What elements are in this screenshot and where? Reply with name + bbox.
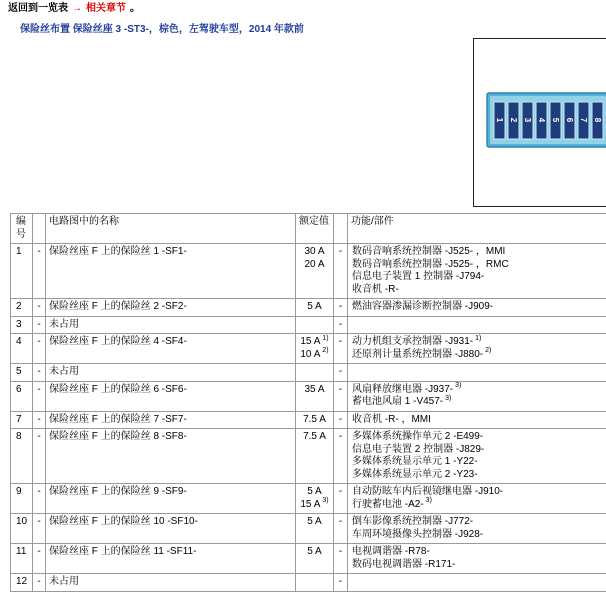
separator: - bbox=[33, 429, 46, 484]
component-line bbox=[352, 336, 604, 349]
fuse-slot-number: 3 bbox=[523, 117, 532, 123]
table-row bbox=[11, 364, 606, 382]
component-line-text: 行驶蓄电池 -A2- bbox=[352, 498, 424, 510]
separator: - bbox=[334, 429, 348, 484]
component-line-text: 信息电子装置 2 控制器 -J829- bbox=[352, 443, 485, 455]
components bbox=[348, 381, 606, 411]
separator: - bbox=[334, 244, 348, 299]
fuse-number: 8 bbox=[11, 429, 33, 484]
components bbox=[348, 316, 606, 334]
component-line bbox=[352, 444, 604, 457]
component-line bbox=[352, 349, 604, 362]
circuit-name: 保险丝座 F 上的保险丝 6 -SF6- bbox=[46, 381, 296, 411]
fuse-table-body bbox=[11, 244, 606, 592]
component-line-text: 车周环境摄像头控制器 -J928- bbox=[352, 528, 484, 540]
component-line-text: 数码音响系统控制器 -J525- ，RMC bbox=[352, 258, 509, 270]
footnote-ref: 2) bbox=[322, 347, 329, 355]
circuit-name: 保险丝座 F 上的保险丝 2 -SF2- bbox=[46, 299, 296, 317]
rating-line-text: 7.5 A bbox=[303, 431, 326, 442]
component-line-text: 多媒体系统操作单元 2 -E499- bbox=[352, 431, 484, 442]
fuse-number: 9 bbox=[11, 484, 33, 514]
circuit-name: 保险丝座 F 上的保险丝 10 -SF10- bbox=[46, 514, 296, 544]
footnote-ref: 1) bbox=[475, 334, 482, 342]
table-row bbox=[11, 334, 606, 364]
separator: - bbox=[334, 381, 348, 411]
page-title: 保险丝布置 保险丝座 3 -ST3-，棕色，左驾驶车型，2014 年款前 bbox=[20, 24, 304, 35]
rated-value bbox=[296, 244, 334, 299]
separator: - bbox=[334, 544, 348, 574]
table-row bbox=[11, 544, 606, 574]
component-line bbox=[352, 529, 604, 542]
rating-line bbox=[297, 384, 332, 397]
separator: - bbox=[33, 574, 46, 592]
separator: - bbox=[33, 334, 46, 364]
separator: - bbox=[33, 411, 46, 429]
components bbox=[348, 429, 606, 484]
rating-line bbox=[297, 431, 332, 444]
rating-line bbox=[297, 499, 332, 512]
rating-line-text: 35 A bbox=[304, 383, 325, 395]
rating-line-text: 5 A bbox=[307, 546, 322, 557]
circuit-name: 保险丝座 F 上的保险丝 1 -SF1- bbox=[46, 244, 296, 299]
component-line-text: 收音机 -R- ，MMI bbox=[352, 413, 431, 425]
rated-value bbox=[296, 364, 334, 382]
rating-line-text: 5 A bbox=[307, 516, 322, 527]
back-to-overview-link[interactable]: 返回到一览表 bbox=[8, 3, 68, 14]
nav-period: 。 bbox=[130, 3, 140, 14]
rating-line-text: 7.5 A bbox=[303, 413, 326, 425]
component-line bbox=[352, 284, 604, 297]
component-line-text: 数码音响系统控制器 -J525- ，MMI bbox=[352, 246, 506, 257]
rated-value bbox=[296, 381, 334, 411]
separator: - bbox=[334, 316, 348, 334]
fuse-number: 4 bbox=[11, 334, 33, 364]
fuse-slot-4 bbox=[536, 102, 547, 139]
fuse-number: 10 bbox=[11, 514, 33, 544]
separator: - bbox=[334, 299, 348, 317]
rating-line bbox=[297, 246, 332, 259]
components bbox=[348, 514, 606, 544]
fuse-slot-number: 1 bbox=[495, 117, 504, 123]
footnote-ref: 2) bbox=[485, 347, 492, 355]
rated-value bbox=[296, 429, 334, 484]
component-line-text: 蓄电池风扇 1 -V457- bbox=[352, 396, 444, 407]
fuse-slot-2 bbox=[508, 102, 519, 139]
fuse-slot-6 bbox=[564, 102, 575, 139]
component-line-text: 倒车影像系统控制器 -J772- bbox=[352, 516, 474, 527]
table-row bbox=[11, 514, 606, 544]
component-line-text: 收音机 -R- bbox=[352, 283, 399, 295]
table-row bbox=[11, 316, 606, 334]
component-line bbox=[352, 271, 604, 284]
fuse-slot-number: 4 bbox=[537, 117, 546, 123]
table-row bbox=[11, 299, 606, 317]
circuit-name: 保险丝座 F 上的保险丝 11 -SF11- bbox=[46, 544, 296, 574]
component-line bbox=[352, 431, 604, 444]
components bbox=[348, 411, 606, 429]
rating-line bbox=[297, 546, 332, 559]
header-blank bbox=[334, 214, 348, 244]
rating-line-text: 10 A bbox=[300, 348, 321, 360]
rating-line-text: 15 A bbox=[300, 498, 321, 510]
rating-line bbox=[297, 301, 332, 314]
fuse-block-svg bbox=[474, 39, 606, 206]
rating-line bbox=[297, 516, 332, 529]
component-line-text: 多媒体系统显示单元 1 -Y22- bbox=[352, 456, 478, 467]
fuse-slot-1 bbox=[494, 102, 505, 139]
header-circuit-name: 电路图中的名称 bbox=[46, 214, 296, 244]
related-chapters-label: 相关章节 bbox=[86, 3, 126, 14]
nav-line bbox=[8, 3, 140, 15]
separator: - bbox=[33, 484, 46, 514]
table-row bbox=[11, 484, 606, 514]
separator: - bbox=[334, 574, 348, 592]
component-line-text: 数码电视调谐器 -R171- bbox=[352, 558, 456, 570]
fuse-number: 5 bbox=[11, 364, 33, 382]
circuit-name: 保险丝座 F 上的保险丝 8 -SF8- bbox=[46, 429, 296, 484]
footnote-ref: 3) bbox=[425, 497, 432, 505]
separator: - bbox=[334, 484, 348, 514]
table-row bbox=[11, 574, 606, 592]
arrow-icon: → bbox=[72, 3, 82, 14]
separator: - bbox=[334, 364, 348, 382]
fuse-slot-7 bbox=[578, 102, 589, 139]
rating-line-text: 30 A bbox=[304, 246, 325, 257]
fuse-number: 1 bbox=[11, 244, 33, 299]
fuse-slot-number: 6 bbox=[565, 117, 574, 123]
separator: - bbox=[33, 364, 46, 382]
component-line-text: 动力机组支承控制器 -J931- bbox=[352, 336, 474, 347]
component-line bbox=[352, 486, 604, 499]
table-row bbox=[11, 244, 606, 299]
component-line bbox=[352, 469, 604, 482]
table-row bbox=[11, 429, 606, 484]
circuit-name: 保险丝座 F 上的保险丝 4 -SF4- bbox=[46, 334, 296, 364]
component-line bbox=[352, 259, 604, 272]
rated-value bbox=[296, 316, 334, 334]
rating-line-text: 15 A bbox=[300, 336, 321, 347]
fuse-slot-8 bbox=[592, 102, 603, 139]
component-line-text: 信息电子装置 1 控制器 -J794- bbox=[352, 271, 485, 282]
circuit-name: 未占用 bbox=[46, 574, 296, 592]
fuse-slot-3 bbox=[522, 102, 533, 139]
component-line-text: 电视调谐器 -R78- bbox=[352, 546, 430, 557]
rated-value bbox=[296, 484, 334, 514]
component-line bbox=[352, 499, 604, 512]
component-line-text: 多媒体系统显示单元 2 -Y23- bbox=[352, 468, 478, 480]
separator: - bbox=[334, 334, 348, 364]
fuse-number: 12 bbox=[11, 574, 33, 592]
footnote-ref: 3) bbox=[455, 382, 462, 390]
circuit-name: 未占用 bbox=[46, 316, 296, 334]
rating-line bbox=[297, 414, 332, 427]
footnote-ref: 3) bbox=[445, 394, 452, 402]
fuse-number: 11 bbox=[11, 544, 33, 574]
fuse-slot-number: 8 bbox=[593, 117, 602, 123]
separator: - bbox=[33, 316, 46, 334]
header-number: 编号 bbox=[11, 214, 33, 244]
rated-value bbox=[296, 334, 334, 364]
separator: - bbox=[33, 544, 46, 574]
component-line bbox=[352, 559, 604, 572]
separator: - bbox=[334, 411, 348, 429]
table-row bbox=[11, 381, 606, 411]
component-line-text: 还原剂计量系统控制器 -J880- bbox=[352, 348, 484, 360]
components bbox=[348, 364, 606, 382]
rated-value bbox=[296, 514, 334, 544]
rating-line-text: 5 A bbox=[307, 301, 322, 312]
rating-line bbox=[297, 349, 332, 362]
component-line bbox=[352, 246, 604, 259]
components bbox=[348, 574, 606, 592]
header-function: 功能/部件 bbox=[348, 214, 606, 244]
components bbox=[348, 484, 606, 514]
rating-line-text: 20 A bbox=[304, 258, 325, 270]
component-line-text: 自动防眩车内后视镜继电器 -J910- bbox=[352, 486, 504, 497]
fuse-slot-5 bbox=[550, 102, 561, 139]
fuse-slot-number: 2 bbox=[509, 117, 518, 123]
components bbox=[348, 544, 606, 574]
components bbox=[348, 244, 606, 299]
circuit-name: 未占用 bbox=[46, 364, 296, 382]
related-chapters-link[interactable] bbox=[72, 3, 126, 14]
header-blank bbox=[33, 214, 46, 244]
fuse-number: 6 bbox=[11, 381, 33, 411]
separator: - bbox=[334, 514, 348, 544]
component-line bbox=[352, 516, 604, 529]
component-line-text: 燃油容器渗漏诊断控制器 -J909- bbox=[352, 301, 494, 312]
fuse-table bbox=[10, 213, 606, 592]
rated-value bbox=[296, 411, 334, 429]
circuit-name: 保险丝座 F 上的保险丝 9 -SF9- bbox=[46, 484, 296, 514]
rated-value bbox=[296, 574, 334, 592]
components bbox=[348, 334, 606, 364]
separator: - bbox=[33, 244, 46, 299]
component-line-text: 风扇释放继电器 -J937- bbox=[352, 383, 454, 395]
component-line bbox=[352, 546, 604, 559]
table-row bbox=[11, 411, 606, 429]
circuit-name: 保险丝座 F 上的保险丝 7 -SF7- bbox=[46, 411, 296, 429]
fuse-number: 2 bbox=[11, 299, 33, 317]
footnote-ref: 1) bbox=[322, 334, 329, 342]
components bbox=[348, 299, 606, 317]
footnote-ref: 3) bbox=[322, 497, 329, 505]
separator: - bbox=[33, 299, 46, 317]
component-line bbox=[352, 301, 604, 314]
fuse-number: 7 bbox=[11, 411, 33, 429]
component-line bbox=[352, 456, 604, 469]
component-line bbox=[352, 414, 604, 427]
rated-value bbox=[296, 299, 334, 317]
separator: - bbox=[33, 381, 46, 411]
rating-line bbox=[297, 259, 332, 272]
fuse-slot-number: 7 bbox=[579, 117, 588, 123]
fuse-block-diagram bbox=[473, 38, 606, 207]
rated-value bbox=[296, 544, 334, 574]
component-line bbox=[352, 396, 604, 409]
fuse-number: 3 bbox=[11, 316, 33, 334]
header-rating: 额定值 bbox=[296, 214, 334, 244]
fuse-slot-number: 5 bbox=[551, 117, 560, 123]
component-line bbox=[352, 384, 604, 397]
table-header-row bbox=[11, 214, 606, 244]
separator: - bbox=[33, 514, 46, 544]
rating-line-text: 5 A bbox=[307, 486, 322, 497]
